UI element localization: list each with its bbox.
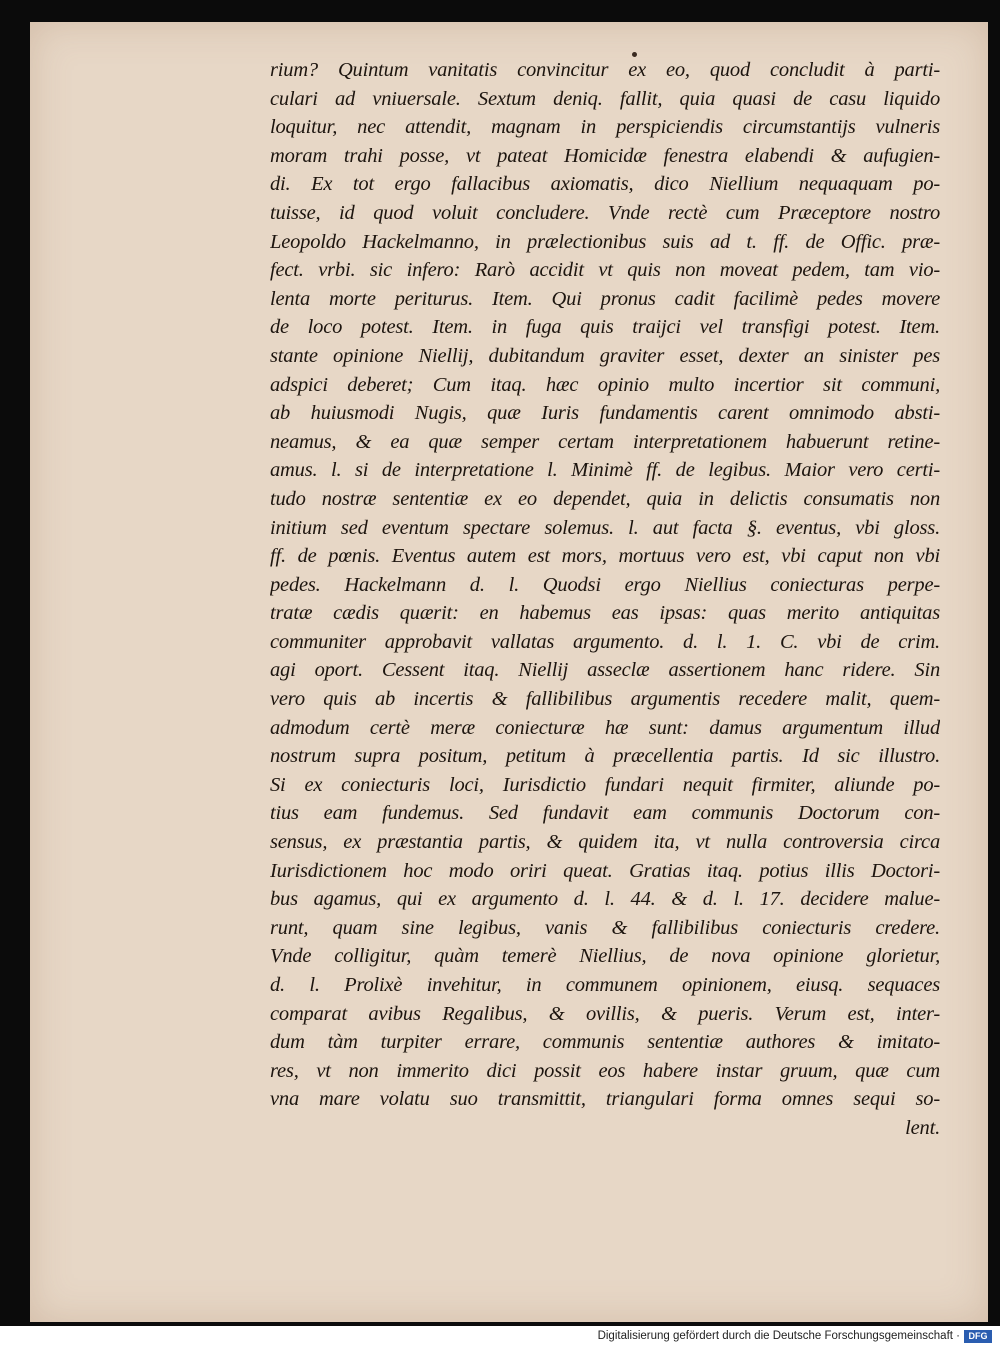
text-line: nostrum supra positum, petitum à præcellentia partis. Id sic illustro. bbox=[270, 745, 940, 768]
text-line: vero quis ab incertis & fallibilibus argumentis recedere malit, quem- bbox=[270, 688, 940, 711]
text-line: d. l. Prolixè invehitur, in communem opinionem, eiusq. sequaces bbox=[270, 974, 940, 996]
text-line: adspici deberet; Cum itaq. hæc opinio multo incertior sit communi, bbox=[270, 373, 940, 396]
text-line: neamus, & ea quæ semper certam interpretationem habuerunt retine- bbox=[270, 430, 940, 453]
text-line: moram trahi posse, vt pateat Homicidæ fenestra elabendi & aufugien- bbox=[270, 144, 940, 167]
dfg-logo-icon[interactable]: DFG bbox=[964, 1330, 992, 1343]
text-line: pedes. Hackelmann d. l. Quodsi ergo Niellius coniecturas perpe- bbox=[270, 573, 940, 596]
text-line: vna mare volatu suo transmittit, triangulari forma omnes sequi so- bbox=[270, 1088, 940, 1111]
text-line: comparat avibus Regalibus, & ovillis, & pueris. Verum est, inter- bbox=[270, 1002, 940, 1025]
text-line: ff. de pœnis. Eventus autem est mors, mortuus vero est, vbi caput non vbi bbox=[270, 545, 940, 568]
text-line: tuisse, id quod voluit concludere. Vnde rectè cum Præceptore nostro bbox=[270, 201, 940, 224]
text-line: dum tàm turpiter errare, communis sententiæ authores & imitato- bbox=[270, 1031, 940, 1054]
text-line: culari ad vniuersale. Sextum deniq. fallit, quia quasi de casu liquido bbox=[270, 87, 940, 110]
text-line: loquitur, nec attendit, magnam in perspiciendis circumstantijs vulneris bbox=[270, 116, 940, 139]
text-line: lenta morte periturus. Item. Qui pronus cadit facilimè pedes movere bbox=[270, 287, 940, 310]
text-line: fect. vrbi. sic infero: Rarò accidit vt quis non moveat pedem, tam vio- bbox=[270, 259, 940, 282]
text-line: res, vt non immerito dici possit eos habere instar gruum, quæ cum bbox=[270, 1059, 940, 1082]
text-line: initium sed eventum spectare solemus. l. aut facta §. eventus, vbi gloss. bbox=[270, 516, 940, 539]
text-line: runt, quam sine legibus, vanis & fallibilibus coniecturis credere. bbox=[270, 916, 940, 939]
text-line: di. Ex tot ergo fallacibus axiomatis, dico Niellium nequaquam po- bbox=[270, 173, 940, 196]
text-line: admodum certè meræ coniecturæ hæ sunt: damus argumentum illud bbox=[270, 716, 940, 739]
text-line: stante opinione Niellij, dubitandum graviter esset, dexter an sinister pes bbox=[270, 344, 940, 367]
text-line: sensus, ex præstantia partis, & quidem ita, vt nulla controversia circa bbox=[270, 831, 940, 854]
text-line: Leopoldo Hackelmanno, in prælectionibus suis ad t. ff. de Offic. præ- bbox=[270, 230, 940, 253]
text-line: de loco potest. Item. in fuga quis traijci vel transfigi potest. Item. bbox=[270, 316, 940, 339]
text-line: tratæ cædis quærit: en habemus eas ipsas: quas merito antiquitas bbox=[270, 602, 940, 625]
text-line: agi oport. Cessent itaq. Niellij asseclæ assertionem hanc ridere. Sin bbox=[270, 659, 940, 682]
text-line: tudo nostræ sententiæ ex eo dependet, quia in delictis consumatis non bbox=[270, 487, 940, 510]
text-line: rium? Quintum vanitatis convincitur ex eo, quod concludit à parti- bbox=[270, 59, 940, 81]
text-line: communiter approbavit vallatas argumento. d. l. 1. C. vbi de crim. bbox=[270, 630, 940, 653]
text-line: Si ex coniecturis loci, Iurisdictio fundari nequit firmiter, aliunde po- bbox=[270, 773, 940, 796]
text-line: Iurisdictionem hoc modo oriri queat. Gratias itaq. potius illis Doctori- bbox=[270, 859, 940, 882]
text-line: amus. l. si de interpretatione l. Minimè ff. de legibus. Maior vero certi- bbox=[270, 459, 940, 482]
text-line: ab huiusmodi Nugis, quæ Iuris fundamentis carent omnimodo absti- bbox=[270, 402, 940, 425]
digitization-credit: Digitalisierung gefördert durch die Deutsche Forschungsgemeinschaft · bbox=[597, 1330, 960, 1342]
footer-bar bbox=[0, 1326, 1000, 1347]
text-line: Vnde colligitur, quàm temerè Niellius, de nova opinione glorietur, bbox=[270, 945, 940, 968]
text-line: tius eam fundemus. Sed fundavit eam communis Doctorum con- bbox=[270, 802, 940, 825]
text-line: lent. bbox=[905, 1116, 940, 1139]
body-text bbox=[270, 56, 940, 1143]
text-line: bus agamus, qui ex argumento d. l. 44. & d. l. 17. decidere malue- bbox=[270, 888, 940, 911]
